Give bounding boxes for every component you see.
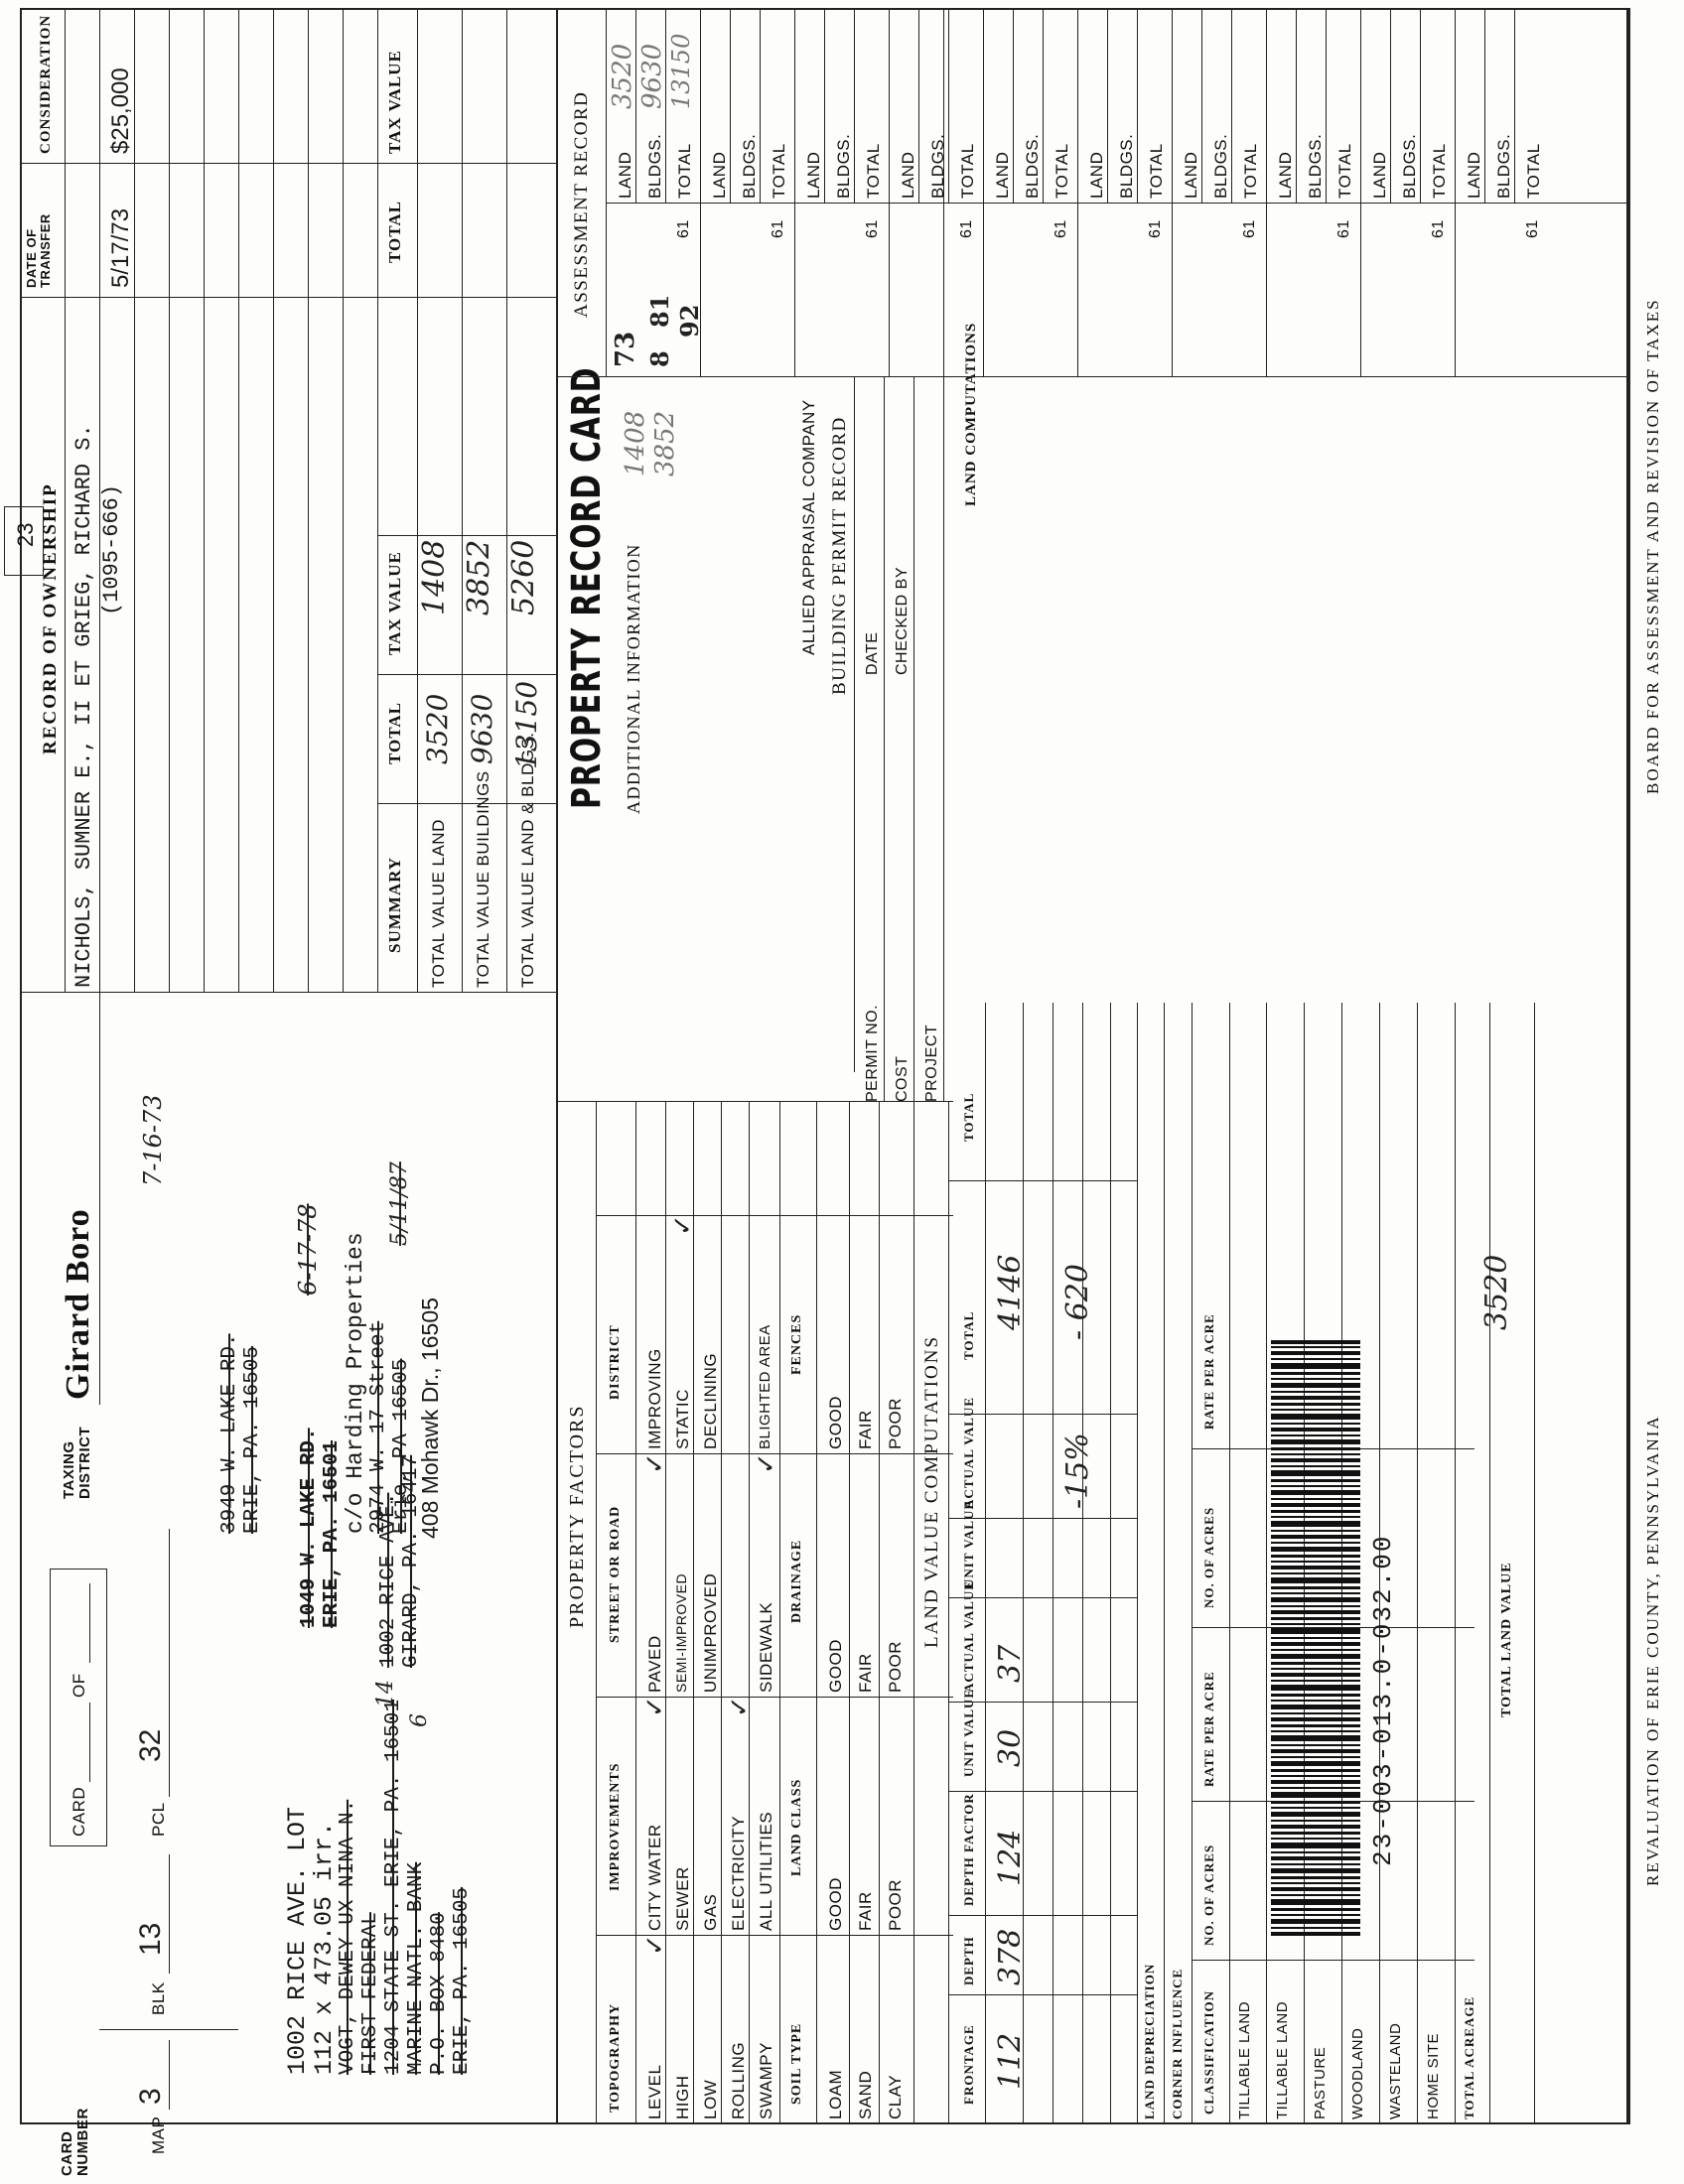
class-tillable-land-1: TILLABLE LAND xyxy=(1236,2000,1253,2119)
district-header: DISTRICT xyxy=(608,1324,623,1400)
assessment-land-label-7: LAND xyxy=(1182,151,1200,199)
mail-address-3: 1002 RICE AVE. xyxy=(377,1492,400,1668)
checkmark-icon: ✓ xyxy=(640,1696,670,1717)
assessment-total-label-4: TOTAL xyxy=(958,143,977,199)
fences-poor: POOR xyxy=(886,1397,905,1449)
assessment-total-label-7: TOTAL xyxy=(1241,143,1260,199)
total-land-value-label: TOTAL LAND VALUE xyxy=(1499,1562,1514,1717)
lender-2: MARINE NATL. BANK xyxy=(405,1861,428,2075)
assessment-bldgs-label-2: BLDGS. xyxy=(740,133,759,199)
col-frontage: FRONTAGE xyxy=(961,2024,976,2105)
drainage-fair: FAIR xyxy=(856,1653,875,1693)
assessment-year-note-81: 81 xyxy=(645,294,674,328)
margin-mark-6: 6 xyxy=(407,1713,432,1727)
street-semi-improved: SEMI-IMPROVED xyxy=(673,1572,689,1693)
map-number: 3 xyxy=(134,2088,167,2105)
checkmark-icon: ✓ xyxy=(752,1452,781,1474)
street-sidewalk: SIDEWALK xyxy=(757,1601,775,1693)
assessment-total-label-8: TOTAL xyxy=(1335,143,1354,199)
transfer-date: 5/17/73 xyxy=(107,207,134,288)
checked-by-label: CHECKED BY xyxy=(894,566,911,675)
barcode-icon xyxy=(1271,1340,1360,1936)
total-acreage-label: TOTAL ACREAGE xyxy=(1462,1995,1476,2119)
assessment-year-4: 61 xyxy=(958,219,975,238)
soil-sand: SAND xyxy=(856,2070,875,2119)
previous-owner: VOGT, DEWEY UX NINA N. xyxy=(337,1799,359,2075)
assessment-bldgs-label-9: BLDGS. xyxy=(1400,133,1419,199)
blk-label: BLK xyxy=(149,1981,168,2015)
appraisal-company: ALLIED APPRAISAL COMPANY xyxy=(799,399,818,655)
card-box-number-text: 23 xyxy=(13,522,38,547)
assessment-year-9: 61 xyxy=(1430,219,1447,238)
assessment-land-label-4: LAND xyxy=(899,151,917,199)
summary-header: SUMMARY xyxy=(385,856,404,953)
mail-address-3-city: GIRARD, PA. 16417 xyxy=(400,1454,423,1668)
date-note: 7-16-73 xyxy=(139,1094,167,1186)
improvements-header: IMPROVEMENTS xyxy=(608,1762,623,1891)
total-land-value-amount: 3520 xyxy=(1479,1254,1514,1330)
district-declining: DECLINING xyxy=(701,1352,720,1449)
assessment-year-5: 61 xyxy=(1052,219,1069,238)
summary-row-land: TOTAL VALUE LAND xyxy=(429,819,448,988)
taxing-district-name: Girard Boro xyxy=(60,1208,96,1400)
assessment-total-label-6: TOTAL xyxy=(1147,143,1166,199)
summary-land-total: 3520 xyxy=(421,693,454,764)
current-mail-address: 408 Mohawk Dr., 16505 xyxy=(417,1297,443,1539)
checkmark-icon: ✓ xyxy=(640,1452,670,1474)
ownership-title: RECORD OF OWNERSHIP xyxy=(40,482,61,754)
lender-2-city: ERIE, PA. 16505 xyxy=(451,1886,474,2075)
district-improving: IMPROVING xyxy=(645,1348,664,1449)
checkmark-icon: ✓ xyxy=(725,1696,755,1717)
improvement-sewer: SEWER xyxy=(673,1866,692,1931)
consideration-header: CONSIDERATION xyxy=(38,14,54,154)
assessment-land-label-2: LAND xyxy=(710,151,729,199)
class-woodland: WOODLAND xyxy=(1349,2027,1366,2119)
class-wasteland: WASTELAND xyxy=(1387,2022,1404,2119)
additional-tax-2: 3852 xyxy=(650,410,680,477)
assessment-land-label-10: LAND xyxy=(1465,151,1483,199)
assessment-land-label-3: LAND xyxy=(804,151,823,199)
barcode-number: 23-003-013.0-032.00 xyxy=(1368,1534,1398,1866)
depth-value: 378 xyxy=(993,1928,1028,1985)
assessment-total-label-3: TOTAL xyxy=(864,143,883,199)
col-depth: DEPTH xyxy=(961,1936,976,1985)
topography-swampy: SWAMPY xyxy=(757,2042,775,2119)
drainage-good: GOOD xyxy=(826,1639,845,1693)
permit-date-label: DATE xyxy=(864,631,881,675)
property-record-card-title: PROPERTY RECORD CARD xyxy=(564,366,610,809)
land-depreciation-label: LAND DEPRECIATION xyxy=(1142,1963,1157,2119)
improvement-city-water: CITY WATER xyxy=(645,1824,664,1931)
assessment-total-value: 13150 xyxy=(667,33,695,109)
care-of-date: 5/11/87 xyxy=(387,1161,412,1246)
summary-bldg-tax: 3852 xyxy=(462,539,496,615)
assessment-year-6: 61 xyxy=(1147,219,1164,238)
col-unit-value: UNIT VALUE xyxy=(961,1688,976,1777)
mail-address-1-city: ERIE, PA. 16505 xyxy=(241,1345,264,1534)
land-class-header: LAND CLASS xyxy=(789,1778,804,1876)
footer-revaluation: REVALUATION OF ERIE COUNTY, PENNSYLVANIA xyxy=(1643,1415,1662,1886)
assessment-bldgs-label-5: BLDGS. xyxy=(1023,133,1042,199)
of-label: OF xyxy=(70,1673,88,1698)
assessment-bldgs-label-8: BLDGS. xyxy=(1306,133,1325,199)
care-of: c/o Harding Properties xyxy=(343,1232,368,1534)
assessment-total-label-2: TOTAL xyxy=(770,143,788,199)
land-value-computations-title: LAND VALUE COMPUTATIONS xyxy=(921,1334,942,1648)
land-class-poor: POOR xyxy=(886,1878,905,1931)
rate-per-acre-header: RATE PER ACRE xyxy=(1201,1671,1216,1787)
improvement-electricity: ELECTRICITY xyxy=(729,1815,748,1931)
assessment-bldgs-value: 9630 xyxy=(637,43,667,109)
depreciation-amount: - 620 xyxy=(1060,1264,1095,1340)
assessment-total-label-10: TOTAL xyxy=(1524,143,1543,199)
footer-board: BOARD FOR ASSESSMENT AND REVISION OF TAXES xyxy=(1643,298,1662,794)
fences-good: GOOD xyxy=(826,1396,845,1449)
checkmark-icon: ✓ xyxy=(668,1214,698,1236)
col-total-2: TOTAL xyxy=(961,1092,976,1142)
col-depth-factor: DEPTH FACTOR xyxy=(961,1793,976,1906)
street-header: STREET OR ROAD xyxy=(608,1505,623,1643)
land-class-fair: FAIR xyxy=(856,1891,875,1931)
improvement-all-utilities: ALL UTILITIES xyxy=(757,1811,775,1931)
owner-name: NICHOLS, SUMNER E., II ET GRIEG, RICHARD S. xyxy=(71,424,96,988)
mail-address-2: 1049 W. LAKE RD. xyxy=(298,1428,321,1628)
improvement-gas: GAS xyxy=(701,1893,720,1931)
care-of-city: Erie, PA 16505 xyxy=(390,1358,413,1534)
assessment-year-3: 61 xyxy=(864,219,881,238)
summary-tax-header: TAX VALUE xyxy=(385,551,404,655)
depreciation-percent: -15% xyxy=(1060,1433,1095,1509)
depth-factor-value: 124 xyxy=(993,1829,1028,1886)
col-actual-value-2: ACTUAL VALUE xyxy=(961,1396,976,1509)
rate-per-acre-header-2: RATE PER ACRE xyxy=(1201,1313,1216,1430)
col-unit-value-2: UNIT VALUE xyxy=(961,1499,976,1588)
mail-address-2-date: 6-17-78 xyxy=(294,1203,322,1296)
assessment-year-10: 61 xyxy=(1524,219,1541,238)
soil-clay: CLAY xyxy=(886,2074,905,2119)
summary-total-header: TOTAL xyxy=(385,702,404,764)
topography-low: LOW xyxy=(701,2079,720,2119)
margin-mark-14: 14 xyxy=(373,1680,398,1707)
assessment-land-value: 3520 xyxy=(608,43,637,109)
summary-both-tax: 5260 xyxy=(506,539,541,615)
building-permit-record: BUILDING PERMIT RECORD xyxy=(829,416,850,695)
assessment-year-7: 61 xyxy=(1241,219,1258,238)
assessment-bldgs-label-7: BLDGS. xyxy=(1211,133,1230,199)
col-actual-value: ACTUAL VALUE xyxy=(961,1579,976,1693)
land-computations-label: LAND COMPUTATIONS xyxy=(963,322,979,506)
fences-fair: FAIR xyxy=(856,1410,875,1449)
assessment-total-label-9: TOTAL xyxy=(1430,143,1449,199)
no-of-acres-header: NO. OF ACRES xyxy=(1201,1843,1216,1946)
col-total: TOTAL xyxy=(961,1310,976,1360)
permit-project-label: PROJECT xyxy=(923,1024,940,1102)
assessment-bldgs-label-4: BLDGS. xyxy=(928,133,947,199)
unit-value: 30 xyxy=(993,1728,1028,1767)
assessment-land-label-6: LAND xyxy=(1087,151,1106,199)
class-home-site: HOME SITE xyxy=(1425,2032,1442,2119)
summary-land-tax: 1408 xyxy=(417,539,452,615)
class-tillable-land-2: TILLABLE LAND xyxy=(1274,2000,1291,2119)
land-total-value: 4146 xyxy=(993,1254,1028,1330)
actual-value: 37 xyxy=(993,1644,1028,1683)
assessment-bldgs-label-10: BLDGS. xyxy=(1494,133,1513,199)
card-box-number xyxy=(4,506,44,576)
classification-header: CLASSIFICATION xyxy=(1201,1989,1216,2115)
topography-level: LEVEL xyxy=(645,2064,664,2119)
street-unimproved: UNIMPROVED xyxy=(701,1572,720,1693)
summary-total2-header: TOTAL xyxy=(385,201,404,263)
card-number-label: CARD NUMBER xyxy=(59,2108,91,2176)
summary-row-both: TOTAL VALUE LAND & BLDGS. xyxy=(518,732,537,988)
lender-2-box: P.O. BOX 8480 xyxy=(428,1912,451,2075)
class-pasture: PASTURE xyxy=(1312,2046,1329,2119)
assessment-year-2: 61 xyxy=(770,219,786,238)
checkmark-icon: ✓ xyxy=(640,1934,670,1956)
mail-address-2-city: ERIE, PA. 16501 xyxy=(321,1439,344,1628)
additional-tax-1: 1408 xyxy=(621,410,650,477)
permit-cost-label: COST xyxy=(894,1055,911,1102)
assessment-land-label: LAND xyxy=(616,151,634,199)
taxing-district-label: TAXING DISTRICT xyxy=(61,1426,93,1499)
map-label: MAP xyxy=(149,2116,168,2154)
frontage-value: 112 xyxy=(993,2032,1028,2090)
lender-1: FIRST FEDERAL xyxy=(359,1912,382,2075)
assessment-year-note-73: 73 xyxy=(611,331,640,367)
topography-rolling: ROLLING xyxy=(729,2041,748,2119)
assessment-total-label-5: TOTAL xyxy=(1052,143,1071,199)
district-blighted-area: BLIGHTED AREA xyxy=(757,1324,773,1449)
street-paved: PAVED xyxy=(645,1635,664,1693)
assessment-total-label: TOTAL xyxy=(675,143,694,199)
soil-loam: LOAM xyxy=(826,2069,845,2119)
consideration-amount: $25,000 xyxy=(107,68,134,154)
drainage-header: DRAINAGE xyxy=(789,1539,804,1623)
pcl-label: PCL xyxy=(149,1802,168,1837)
additional-information-label: ADDITIONAL INFORMATION xyxy=(624,543,643,814)
drainage-poor: POOR xyxy=(886,1640,905,1693)
assessment-year-note-8: 8 xyxy=(645,350,674,367)
blk-number: 13 xyxy=(134,1922,167,1956)
mail-address-1: 3949 W. LAKE RD. xyxy=(218,1333,241,1534)
assessment-bldgs-label-6: BLDGS. xyxy=(1117,133,1136,199)
assessment-bldgs-label: BLDGS. xyxy=(645,133,664,199)
summary-both-total: 13150 xyxy=(510,680,543,769)
lot-dimensions: 112 x 473.05 irr. xyxy=(310,1821,339,2075)
summary-bldg-total: 9630 xyxy=(466,693,498,764)
property-factors-title: PROPERTY FACTORS xyxy=(566,1404,588,1628)
pcl-number: 32 xyxy=(134,1728,167,1762)
topography-header: TOPOGRAPHY xyxy=(608,2002,623,2113)
deed-reference: (1095-666) xyxy=(99,483,124,615)
assessment-record-title: ASSESSMENT RECORD xyxy=(571,90,592,318)
assessment-land-label-8: LAND xyxy=(1276,151,1295,199)
permit-number-label: PERMIT NO. xyxy=(864,1004,881,1102)
assessment-land-label-5: LAND xyxy=(993,151,1012,199)
lender-1-address: 1204 STATE ST. ERIE, PA. 16501 xyxy=(382,1699,405,2075)
no-of-acres-header-2: NO. OF ACRES xyxy=(1201,1506,1216,1608)
summary-tax2-header: TAX VALUE xyxy=(385,50,404,154)
address-line: 1002 RICE AVE. LOT xyxy=(283,1806,312,2075)
card-label: CARD xyxy=(70,1786,88,1837)
assessment-bldgs-label-3: BLDGS. xyxy=(834,133,853,199)
assessment-year-8: 61 xyxy=(1335,219,1352,238)
topography-high: HIGH xyxy=(673,2075,692,2119)
summary-row-bldgs: TOTAL VALUE BUILDINGS xyxy=(474,770,492,988)
date-of-transfer-header: DATE OF TRANSFER xyxy=(24,213,53,288)
assessment-year-note-92: 92 xyxy=(675,304,704,338)
assessment-year: 61 xyxy=(675,219,692,238)
care-of-address: 2974 W. 17 Street xyxy=(367,1320,390,1534)
soil-type-header: SOIL TYPE xyxy=(789,2022,804,2105)
land-class-good: GOOD xyxy=(826,1877,845,1931)
corner-influence-label: CORNER INFLUENCE xyxy=(1170,1968,1185,2119)
assessment-land-label-9: LAND xyxy=(1370,151,1389,199)
district-static: STATIC xyxy=(673,1389,692,1449)
fences-header: FENCES xyxy=(789,1313,804,1375)
